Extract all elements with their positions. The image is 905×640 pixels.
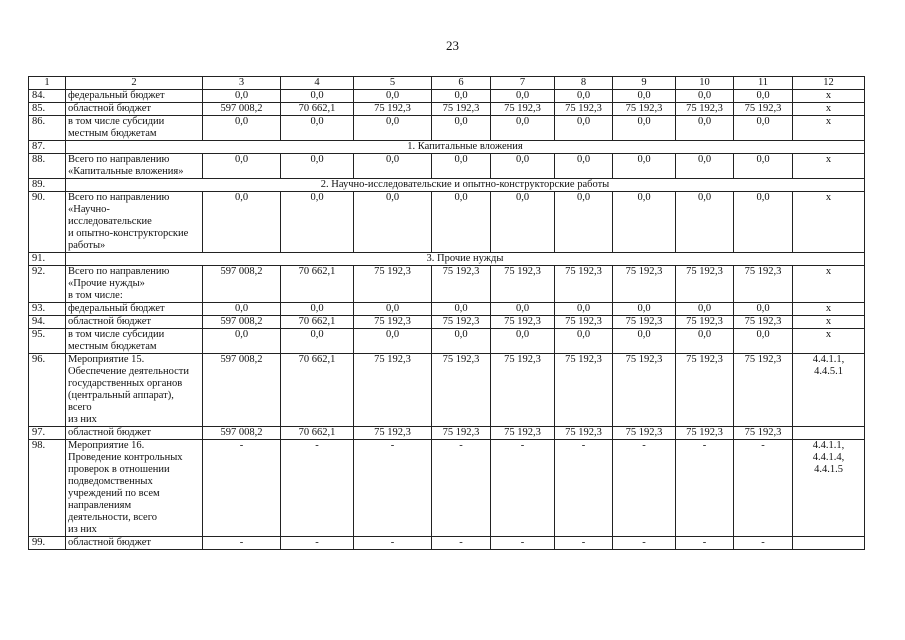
table-cell: 75 192,3 <box>491 266 555 303</box>
table-cell: 597 008,2 <box>203 316 281 329</box>
column-number-9: 9 <box>613 77 676 90</box>
table-cell: - <box>555 440 613 537</box>
table-cell: 0,0 <box>354 329 432 354</box>
table-cell: 75 192,3 <box>676 427 734 440</box>
table-cell: 75 192,3 <box>676 103 734 116</box>
row-label: областной бюджет <box>66 537 203 550</box>
table-row <box>29 427 865 440</box>
row-label: в том числе субсидии местным бюджетам <box>66 116 203 141</box>
table-header-row <box>29 77 865 90</box>
row-label: Всего по направлению «Капитальные вложения» <box>66 154 203 179</box>
table-cell: - <box>613 440 676 537</box>
table-cell: 70 662,1 <box>281 427 354 440</box>
table-cell: 0,0 <box>734 329 793 354</box>
column-number-5: 5 <box>354 77 432 90</box>
table-row <box>29 354 865 427</box>
table-cell: 75 192,3 <box>354 427 432 440</box>
table-cell: 0,0 <box>734 90 793 103</box>
table-cell: 75 192,3 <box>613 266 676 303</box>
row-number: 92. <box>29 266 66 303</box>
table-cell: 0,0 <box>734 192 793 253</box>
table-cell: 0,0 <box>676 116 734 141</box>
table-cell: - <box>281 440 354 537</box>
table-row <box>29 192 865 253</box>
table-cell: 0,0 <box>676 90 734 103</box>
table-cell: - <box>432 537 491 550</box>
table-cell: - <box>203 440 281 537</box>
table-cell: 0,0 <box>354 154 432 179</box>
table-cell: 0,0 <box>613 303 676 316</box>
row-reference: x <box>793 329 865 354</box>
row-number: 89. <box>29 179 66 192</box>
table-cell: 75 192,3 <box>491 354 555 427</box>
column-number-12: 12 <box>793 77 865 90</box>
section-title: 3. Прочие нужды <box>66 253 865 266</box>
row-number: 94. <box>29 316 66 329</box>
row-number: 98. <box>29 440 66 537</box>
table-cell: 0,0 <box>676 154 734 179</box>
column-number-11: 11 <box>734 77 793 90</box>
row-label: областной бюджет <box>66 316 203 329</box>
row-reference: x <box>793 303 865 316</box>
table-cell: 0,0 <box>432 329 491 354</box>
section-row <box>29 179 865 192</box>
row-reference: x <box>793 266 865 303</box>
table-cell: 75 192,3 <box>613 427 676 440</box>
table-cell: 75 192,3 <box>734 103 793 116</box>
table-cell: 75 192,3 <box>354 266 432 303</box>
table-cell: 75 192,3 <box>491 316 555 329</box>
table-cell: 75 192,3 <box>676 316 734 329</box>
row-reference: x <box>793 116 865 141</box>
table-row <box>29 440 865 537</box>
table-cell: 75 192,3 <box>432 316 491 329</box>
budget-table-container <box>28 76 865 550</box>
table-cell: 75 192,3 <box>555 316 613 329</box>
table-cell: 0,0 <box>491 329 555 354</box>
column-number-6: 6 <box>432 77 491 90</box>
budget-table <box>28 76 865 550</box>
table-cell: 0,0 <box>432 192 491 253</box>
table-cell: 75 192,3 <box>555 103 613 116</box>
table-row <box>29 303 865 316</box>
table-cell: 0,0 <box>432 303 491 316</box>
table-cell: 75 192,3 <box>555 354 613 427</box>
table-cell: 0,0 <box>491 303 555 316</box>
table-cell: 0,0 <box>613 329 676 354</box>
table-cell: 0,0 <box>555 154 613 179</box>
table-cell: 75 192,3 <box>491 103 555 116</box>
table-cell: 0,0 <box>555 329 613 354</box>
table-cell: 0,0 <box>281 90 354 103</box>
table-cell: - <box>432 440 491 537</box>
column-number-2: 2 <box>66 77 203 90</box>
table-cell: - <box>491 440 555 537</box>
column-number-8: 8 <box>555 77 613 90</box>
table-row <box>29 103 865 116</box>
table-cell: 75 192,3 <box>555 427 613 440</box>
row-number: 85. <box>29 103 66 116</box>
table-cell: - <box>734 440 793 537</box>
table-cell: 0,0 <box>432 90 491 103</box>
table-cell: 0,0 <box>555 192 613 253</box>
row-number: 84. <box>29 90 66 103</box>
table-cell: 75 192,3 <box>432 354 491 427</box>
table-cell: 0,0 <box>491 154 555 179</box>
row-number: 87. <box>29 141 66 154</box>
table-cell: 0,0 <box>734 154 793 179</box>
row-reference: x <box>793 90 865 103</box>
table-cell: - <box>613 537 676 550</box>
column-number-7: 7 <box>491 77 555 90</box>
table-cell: 0,0 <box>281 116 354 141</box>
table-cell: 597 008,2 <box>203 266 281 303</box>
row-reference: x <box>793 192 865 253</box>
table-cell: 0,0 <box>734 116 793 141</box>
table-row <box>29 116 865 141</box>
table-cell: 75 192,3 <box>676 354 734 427</box>
row-number: 86. <box>29 116 66 141</box>
table-cell: 75 192,3 <box>613 354 676 427</box>
table-cell: 0,0 <box>613 192 676 253</box>
table-cell: 75 192,3 <box>734 354 793 427</box>
table-row <box>29 266 865 303</box>
row-label: областной бюджет <box>66 427 203 440</box>
table-cell: 0,0 <box>354 116 432 141</box>
table-cell: 75 192,3 <box>734 266 793 303</box>
table-cell: - <box>491 537 555 550</box>
table-cell: 75 192,3 <box>354 316 432 329</box>
table-cell: 0,0 <box>613 116 676 141</box>
table-cell: 75 192,3 <box>613 103 676 116</box>
table-cell: 75 192,3 <box>676 266 734 303</box>
table-cell: - <box>354 440 432 537</box>
row-number: 91. <box>29 253 66 266</box>
table-cell: 0,0 <box>203 90 281 103</box>
row-reference: x <box>793 316 865 329</box>
table-cell: 75 192,3 <box>734 427 793 440</box>
table-cell: - <box>354 537 432 550</box>
row-number: 93. <box>29 303 66 316</box>
table-cell: 75 192,3 <box>613 316 676 329</box>
table-cell: 0,0 <box>432 116 491 141</box>
table-cell: - <box>281 537 354 550</box>
table-cell: 0,0 <box>432 154 491 179</box>
row-reference: x <box>793 103 865 116</box>
row-number: 96. <box>29 354 66 427</box>
table-cell: - <box>676 440 734 537</box>
row-number: 99. <box>29 537 66 550</box>
table-cell: 0,0 <box>491 116 555 141</box>
table-cell: 70 662,1 <box>281 354 354 427</box>
table-cell: 75 192,3 <box>734 316 793 329</box>
table-row <box>29 154 865 179</box>
table-cell: - <box>555 537 613 550</box>
table-cell: 597 008,2 <box>203 427 281 440</box>
row-number: 95. <box>29 329 66 354</box>
table-cell: 70 662,1 <box>281 266 354 303</box>
table-row <box>29 537 865 550</box>
table-cell: 0,0 <box>354 90 432 103</box>
section-row <box>29 253 865 266</box>
table-cell: 0,0 <box>613 90 676 103</box>
table-cell: 0,0 <box>203 303 281 316</box>
column-number-10: 10 <box>676 77 734 90</box>
table-cell: 0,0 <box>354 192 432 253</box>
row-reference: 4.4.1.1, 4.4.5.1 <box>793 354 865 427</box>
section-title: 2. Научно-исследовательские и опытно-конструкторские работы <box>66 179 865 192</box>
table-cell: 0,0 <box>281 154 354 179</box>
column-number-4: 4 <box>281 77 354 90</box>
table-cell: 0,0 <box>281 192 354 253</box>
column-number-3: 3 <box>203 77 281 90</box>
table-cell: 0,0 <box>555 116 613 141</box>
section-row <box>29 141 865 154</box>
table-cell: 0,0 <box>491 192 555 253</box>
table-cell: 0,0 <box>676 192 734 253</box>
table-cell: 0,0 <box>203 154 281 179</box>
row-label: Мероприятие 16. Проведение контрольных проверок в отношении подведомственных учреждений по всем направлениям деятельности, всего из них <box>66 440 203 537</box>
row-reference: x <box>793 154 865 179</box>
table-cell: 0,0 <box>281 329 354 354</box>
table-row <box>29 316 865 329</box>
row-label: федеральный бюджет <box>66 90 203 103</box>
table-cell: 597 008,2 <box>203 354 281 427</box>
table-cell: 0,0 <box>491 90 555 103</box>
table-cell: 0,0 <box>555 90 613 103</box>
row-label: областной бюджет <box>66 103 203 116</box>
table-cell: 75 192,3 <box>432 266 491 303</box>
row-number: 88. <box>29 154 66 179</box>
row-label: Всего по направлению «Прочие нужды» в том числе: <box>66 266 203 303</box>
table-row <box>29 329 865 354</box>
row-number: 97. <box>29 427 66 440</box>
row-reference <box>793 537 865 550</box>
row-number: 90. <box>29 192 66 253</box>
table-cell: 0,0 <box>676 329 734 354</box>
table-cell: 75 192,3 <box>432 103 491 116</box>
table-cell: 0,0 <box>203 329 281 354</box>
table-cell: 597 008,2 <box>203 103 281 116</box>
table-cell: 0,0 <box>203 116 281 141</box>
row-label: Мероприятие 15. Обеспечение деятельности государственных органов (центральный аппарат), всего из них <box>66 354 203 427</box>
table-cell: 0,0 <box>676 303 734 316</box>
table-cell: 75 192,3 <box>354 354 432 427</box>
page-number: 23 <box>446 38 459 53</box>
table-cell: 75 192,3 <box>491 427 555 440</box>
row-label: Всего по направлению «Научно- исследовательские и опытно-конструкторские работы» <box>66 192 203 253</box>
table-cell: 0,0 <box>203 192 281 253</box>
table-cell: 0,0 <box>734 303 793 316</box>
table-cell: - <box>676 537 734 550</box>
table-cell: 75 192,3 <box>354 103 432 116</box>
table-cell: 75 192,3 <box>555 266 613 303</box>
table-cell: - <box>734 537 793 550</box>
table-cell: - <box>203 537 281 550</box>
row-label: в том числе субсидии местным бюджетам <box>66 329 203 354</box>
row-reference: 4.4.1.1, 4.4.1.4, 4.4.1.5 <box>793 440 865 537</box>
table-cell: 75 192,3 <box>432 427 491 440</box>
table-cell: 70 662,1 <box>281 316 354 329</box>
table-cell: 0,0 <box>354 303 432 316</box>
section-title: 1. Капитальные вложения <box>66 141 865 154</box>
table-cell: 0,0 <box>281 303 354 316</box>
row-label: федеральный бюджет <box>66 303 203 316</box>
table-cell: 0,0 <box>613 154 676 179</box>
table-cell: 70 662,1 <box>281 103 354 116</box>
row-reference <box>793 427 865 440</box>
table-cell: 0,0 <box>555 303 613 316</box>
table-row <box>29 90 865 103</box>
column-number-1: 1 <box>29 77 66 90</box>
